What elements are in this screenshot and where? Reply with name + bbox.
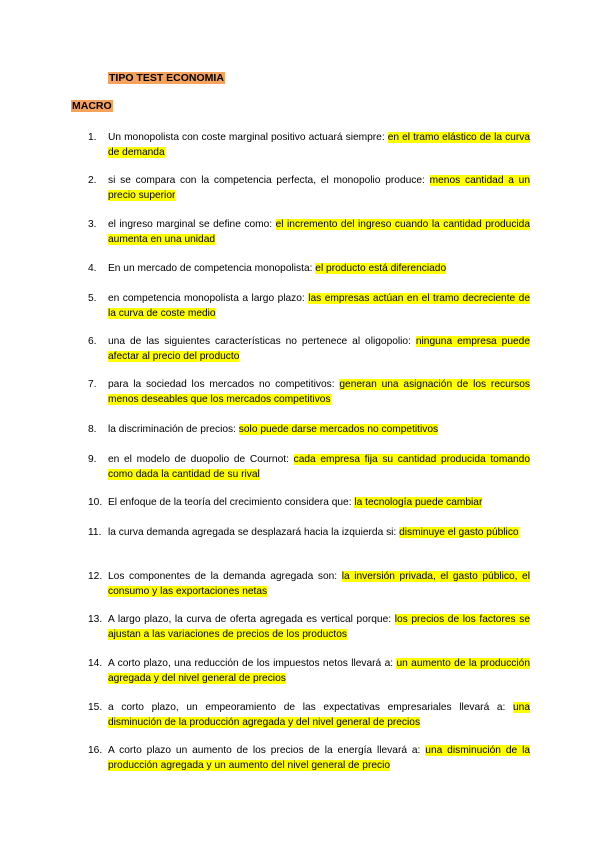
question-item <box>88 570 530 599</box>
question-item <box>88 423 530 438</box>
answer-highlight: el incremento del ingreso cuando la cantidad producida aumenta en una unidad <box>108 219 531 245</box>
question-text-block <box>88 174 530 203</box>
answer-highlight: el producto está diferenciado <box>315 263 447 274</box>
question-number: 8. <box>88 424 97 435</box>
question-text: Los componentes de la demanda agregada son: <box>108 571 342 582</box>
question-text: El enfoque de la teoría del crecimiento considera que: <box>108 497 355 508</box>
question-text: para la sociedad los mercados no competitivos: <box>108 379 340 390</box>
question-text-block <box>88 570 530 599</box>
question-text: A largo plazo, la curva de oferta agregada es vertical porque: <box>108 614 395 625</box>
question-number: 7. <box>88 379 97 390</box>
question-text: a corto plazo, un empeoramiento de las expectativas empresariales llevará a: <box>108 702 513 713</box>
question-text: la discriminación de precios: <box>108 424 239 435</box>
question-text-block <box>88 613 530 642</box>
question-number: 2. <box>88 175 97 186</box>
question-item <box>88 496 530 511</box>
question-item <box>88 218 530 247</box>
question-item <box>88 131 530 160</box>
question-item <box>88 526 530 541</box>
question-item <box>88 701 530 730</box>
answer-highlight: un aumento de la producción agregada y del nivel general de precios <box>108 658 530 684</box>
question-item <box>88 174 530 203</box>
answer-highlight: una disminución de la producción agregada y del nivel general de precios <box>108 702 530 728</box>
question-text: A corto plazo, una reducción de los impuestos netos llevará a: <box>108 658 397 669</box>
answer-highlight: cada empresa fija su cantidad producida tomando como dada la cantidad de su rival <box>108 454 530 480</box>
answer-highlight: generan una asignación de los recursos menos deseables que los mercados competitivos <box>108 379 530 405</box>
question-text: la curva demanda agregada se desplazará hacia la izquierda si: <box>108 527 400 538</box>
question-text: Un monopolista con coste marginal positivo actuará siempre: <box>108 132 388 143</box>
section-heading: MACRO <box>72 100 112 112</box>
question-item <box>88 453 530 482</box>
answer-highlight: menos cantidad a un precio superior <box>108 175 530 201</box>
question-text-block <box>88 131 530 160</box>
question-number: 3. <box>88 219 97 230</box>
question-number: 1. <box>88 132 97 143</box>
question-text-block <box>88 262 530 277</box>
question-text: si se compara con la competencia perfecta, el monopolio produce: <box>108 175 430 186</box>
question-text-block <box>88 292 530 321</box>
question-number: 12. <box>88 571 103 582</box>
answer-highlight: disminuye el gasto público <box>399 527 519 538</box>
answer-highlight: la tecnología puede cambiar <box>354 497 483 508</box>
question-text: el ingreso marginal se define como: <box>108 219 276 230</box>
question-text: En un mercado de competencia monopolista: <box>108 263 316 274</box>
answer-highlight: las empresas actúan en el tramo decreciente de la curva de coste medio <box>108 293 530 319</box>
question-number: 9. <box>88 454 97 465</box>
question-text: en competencia monopolista a largo plazo: <box>108 293 309 304</box>
question-number: 10. <box>88 497 103 508</box>
question-text-block <box>88 335 530 364</box>
answer-highlight: ninguna empresa puede afectar al precio del producto <box>108 336 530 362</box>
question-text-block <box>88 657 530 686</box>
question-text-block <box>88 701 530 730</box>
question-item <box>88 262 530 277</box>
question-number: 6. <box>88 336 97 347</box>
question-item <box>88 335 530 364</box>
question-number: 11. <box>88 527 102 538</box>
answer-highlight: solo puede darse mercados no competitivos <box>238 424 439 435</box>
question-item <box>88 657 530 686</box>
answer-highlight: los precios de los factores se ajustan a las variaciones de precios de los productos <box>108 614 530 640</box>
document-title: TIPO TEST ECONOMIA <box>109 72 224 84</box>
question-text-block <box>88 453 530 482</box>
question-item <box>88 378 530 407</box>
answer-highlight: una disminución de la producción agregada y un aumento del nivel general de precio <box>108 745 530 771</box>
question-item <box>88 292 530 321</box>
question-number: 15. <box>88 702 103 713</box>
answer-highlight: en el tramo elástico de la curva de demanda <box>108 132 531 158</box>
question-number: 16. <box>88 745 103 756</box>
question-text-block <box>88 218 530 247</box>
question-number: 13. <box>88 614 103 625</box>
question-text-block <box>88 496 530 511</box>
question-item <box>88 613 530 642</box>
answer-highlight: la inversión privada, el gasto público, el consumo y las exportaciones netas <box>108 571 530 597</box>
question-text: en el modelo de duopolio de Cournot: <box>108 454 294 465</box>
question-text: una de las siguientes características no pertenece al oligopolio: <box>108 336 416 347</box>
question-text-block <box>88 744 530 773</box>
question-text-block <box>88 423 530 438</box>
question-text-block <box>88 378 530 407</box>
question-text-block <box>88 526 530 541</box>
question-item <box>88 744 530 773</box>
question-number: 5. <box>88 293 97 304</box>
question-number: 14. <box>88 658 103 669</box>
question-number: 4. <box>88 263 97 274</box>
question-text: A corto plazo un aumento de los precios de la energía llevará a: <box>108 745 426 756</box>
